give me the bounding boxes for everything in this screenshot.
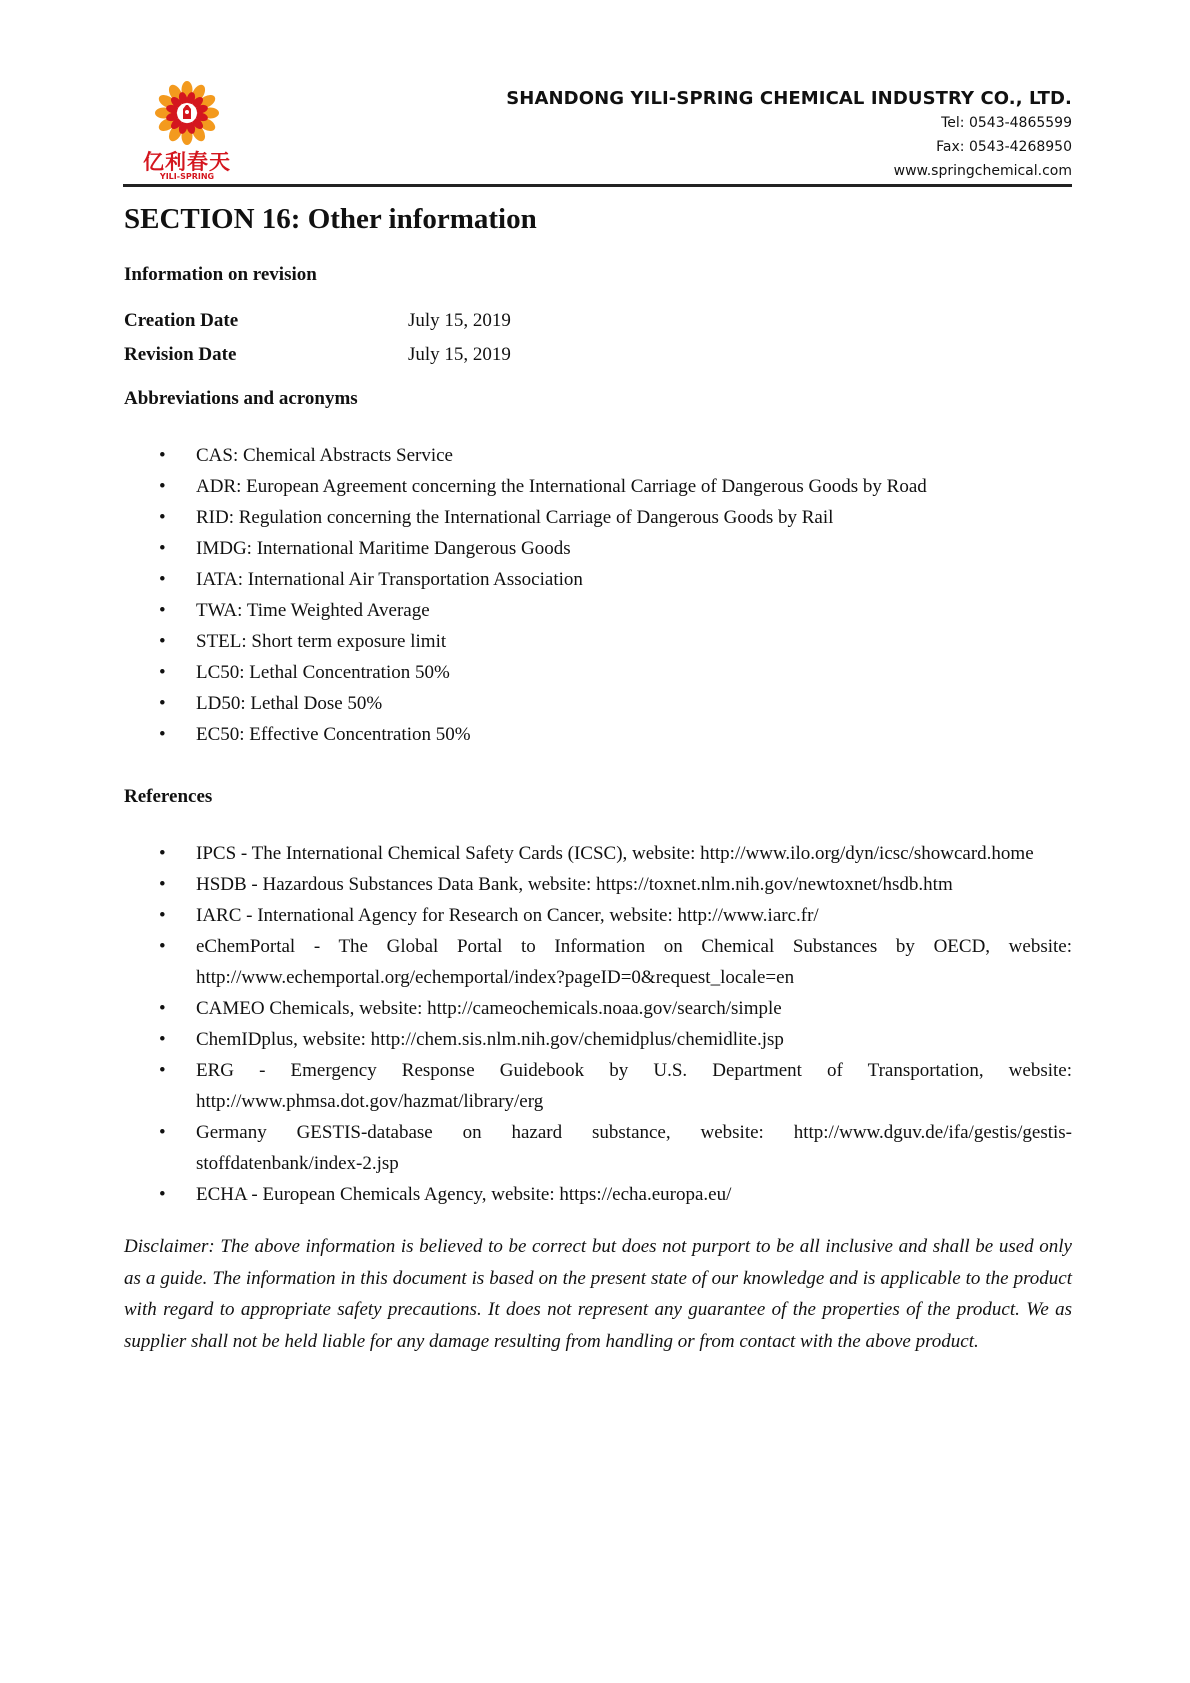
section-content xyxy=(124,196,1072,1376)
creation-date-label: Creation Date xyxy=(124,310,239,331)
list-item: • STEL: Short term exposure limit xyxy=(124,626,1072,657)
company-website[interactable]: www.springchemical.com xyxy=(893,163,1072,179)
list-item: • IATA: International Air Transportation Association xyxy=(124,564,1072,595)
sunflower-logo-icon xyxy=(138,80,236,146)
reference-item: • IARC - International Agency for Research on Cancer, website: http://www.iarc.fr/ xyxy=(124,900,1072,931)
reference-item: • ERG - Emergency Response Guidebook by U.S. Department of Transportation, website: http://www.phmsa.dot.gov/hazmat/library/erg xyxy=(124,1055,1072,1117)
list-item: • RID: Regulation concerning the International Carriage of Dangerous Goods by Rail xyxy=(124,502,1072,533)
references-heading: References xyxy=(124,786,213,807)
company-logo xyxy=(138,80,236,186)
header-divider xyxy=(123,184,1072,187)
revision-dates xyxy=(124,304,1072,372)
section-title: SECTION 16: Other information xyxy=(124,203,537,235)
abbreviations-list xyxy=(124,440,1072,750)
list-item: • LD50: Lethal Dose 50% xyxy=(124,688,1072,719)
company-name: SHANDONG YILI-SPRING CHEMICAL INDUSTRY CO., LTD. xyxy=(506,88,1072,109)
company-tel: Tel: 0543-4865599 xyxy=(941,115,1072,131)
list-item: • ADR: European Agreement concerning the International Carriage of Dangerous Goods by Road xyxy=(124,471,1072,502)
list-item: • EC50: Effective Concentration 50% xyxy=(124,719,1072,750)
reference-item: • HSDB - Hazardous Substances Data Bank, website: https://toxnet.nlm.nih.gov/newtoxnet/hsdb.htm xyxy=(124,869,1072,900)
creation-date-value: July 15, 2019 xyxy=(408,310,511,331)
logo-english-text: YILI-SPRING xyxy=(159,172,215,181)
revision-heading: Information on revision xyxy=(124,264,317,285)
reference-item: • ECHA - European Chemicals Agency, website: https://echa.europa.eu/ xyxy=(124,1179,1072,1210)
creation-date-row xyxy=(124,304,1072,338)
revision-date-value: July 15, 2019 xyxy=(408,344,511,365)
reference-item: • ChemIDplus, website: http://chem.sis.nlm.nih.gov/chemidplus/chemidlite.jsp xyxy=(124,1024,1072,1055)
list-item: • TWA: Time Weighted Average xyxy=(124,595,1072,626)
disclaimer-text: Disclaimer: The above information is believed to be correct but does not purport to be all inclusive and shall be used only as a guide. The information in this document is based on the present state of our knowledge and is applicable to the product with regard to appropriate safety precautions. It does not represent any guarantee of the properties of the product. We as supplier shall not be held liable for any damage resulting from handling or from contact with the above product. xyxy=(124,1236,1072,1352)
references-list xyxy=(124,838,1072,1210)
list-item: • CAS: Chemical Abstracts Service xyxy=(124,440,1072,471)
reference-item: • IPCS - The International Chemical Safety Cards (ICSC), website: http://www.ilo.org/dyn/icsc/showcard.home xyxy=(124,838,1072,869)
revision-date-label: Revision Date xyxy=(124,344,237,365)
reference-item: • eChemPortal - The Global Portal to Information on Chemical Substances by OECD, website: http://www.echemportal.org/echemportal/index?pageID=0&request_locale=en xyxy=(124,931,1072,993)
reference-item: • CAMEO Chemicals, website: http://cameochemicals.noaa.gov/search/simple xyxy=(124,993,1072,1024)
revision-date-row xyxy=(124,338,1072,372)
logo-chinese-text: 亿利春天 xyxy=(143,150,231,174)
list-item: • IMDG: International Maritime Dangerous Goods xyxy=(124,533,1072,564)
reference-item: • Germany GESTIS-database on hazard substance, website: http://www.dguv.de/ifa/gestis/gestis-stoffdatenbank/index-2.jsp xyxy=(124,1117,1072,1179)
company-info xyxy=(506,88,1072,183)
list-item: • LC50: Lethal Concentration 50% xyxy=(124,657,1072,688)
company-fax: Fax: 0543-4268950 xyxy=(936,139,1072,155)
abbreviations-heading: Abbreviations and acronyms xyxy=(124,388,358,409)
